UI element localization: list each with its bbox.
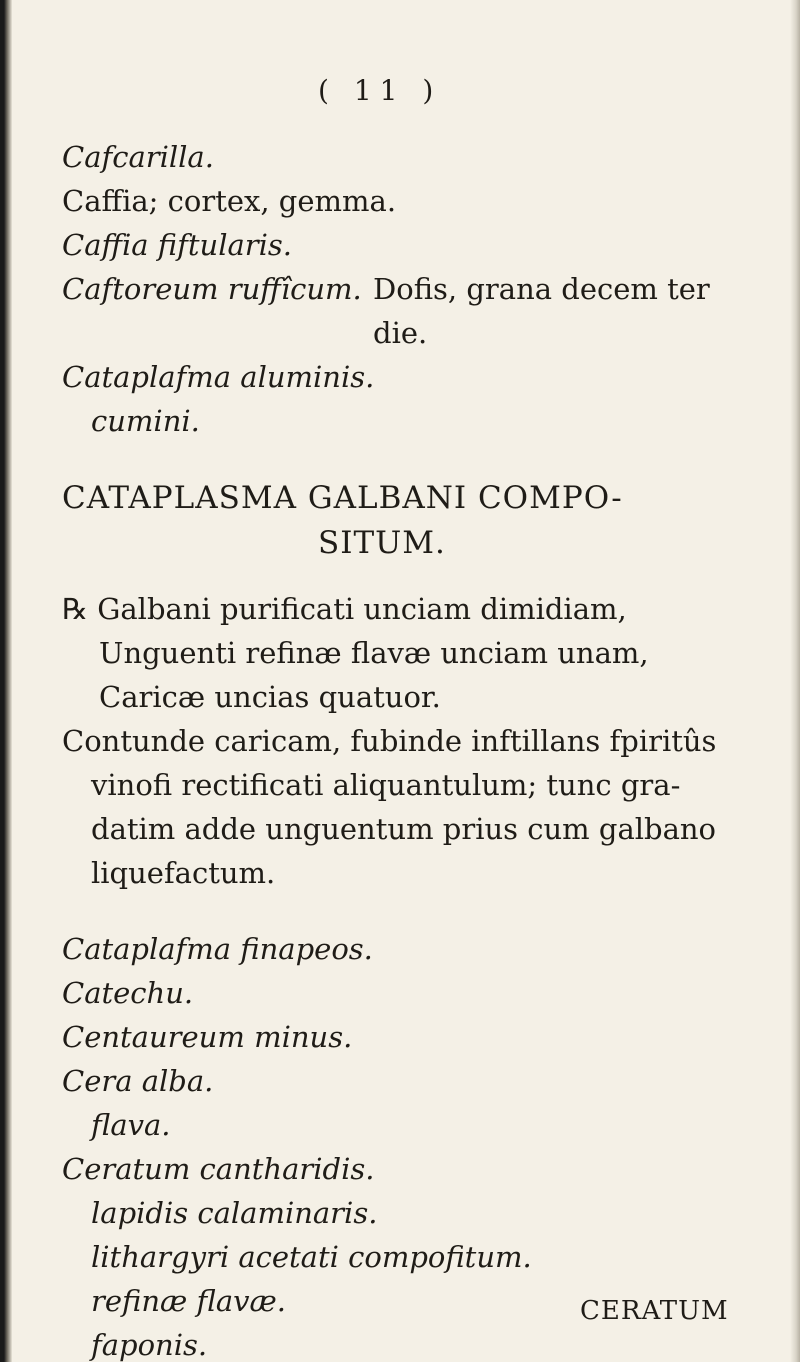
entry-italic: Centaureum minus. (62, 1020, 353, 1054)
entry-castoreum-dose: Dofis, grana decem ter (373, 272, 710, 306)
entry-italic-sub: flava. (91, 1108, 171, 1142)
recipe-line: Caricæ uncias quatuor. (99, 680, 441, 714)
recipe-instruction-line: liquefactum. (91, 856, 276, 890)
entry-cassia-fistularis: Caffia fiftularis. (62, 228, 293, 262)
page-number: ( 11 ) (318, 74, 442, 107)
entry-cataplasma-aluminis: Cataplafma aluminis. (62, 360, 375, 394)
section-heading-line1: CATAPLASMA GALBANI COMPO- (62, 480, 623, 516)
page-binding-edge (0, 0, 12, 1362)
entry-cassia: Caffia; cortex, gemma. (62, 184, 397, 218)
entry-italic: Catechu. (62, 976, 194, 1010)
entry-italic-sub: refinæ flavæ. (91, 1284, 287, 1318)
page-right-edge (790, 0, 800, 1362)
entry-castoreum: Caftoreum ruffîcum. (62, 272, 362, 306)
entry-italic-sub: lithargyri acetati compofitum. (91, 1240, 532, 1274)
entry-italic-sub: lapidis calaminaris. (91, 1196, 378, 1230)
entry-italic: Ceratum cantharidis. (62, 1152, 375, 1186)
recipe-line: Unguenti refinæ flavæ unciam unam, (99, 636, 649, 670)
entry-italic: Cera alba. (62, 1064, 214, 1098)
recipe-instruction-line: Contunde caricam, fubinde inftillans fpiritûs (62, 724, 717, 758)
entry-italic-sub: faponis. (91, 1328, 208, 1362)
entry-cascarilla: Cafcarilla. (62, 140, 214, 174)
entry-cataplasma-cumini: cumini. (91, 404, 200, 438)
recipe-line: ℞ Galbani purificati unciam dimidiam, (62, 592, 627, 626)
section-heading-line2: SITUM. (318, 525, 446, 561)
recipe-instruction-line: vinofi rectificati aliquantulum; tunc gra- (91, 768, 681, 802)
catchword: CERATUM (580, 1296, 729, 1326)
recipe-instruction-line: datim adde unguentum prius cum galbano (91, 812, 717, 846)
entry-castoreum-dose-cont: die. (373, 316, 428, 350)
entry-italic: Cataplafma finapeos. (62, 932, 373, 966)
